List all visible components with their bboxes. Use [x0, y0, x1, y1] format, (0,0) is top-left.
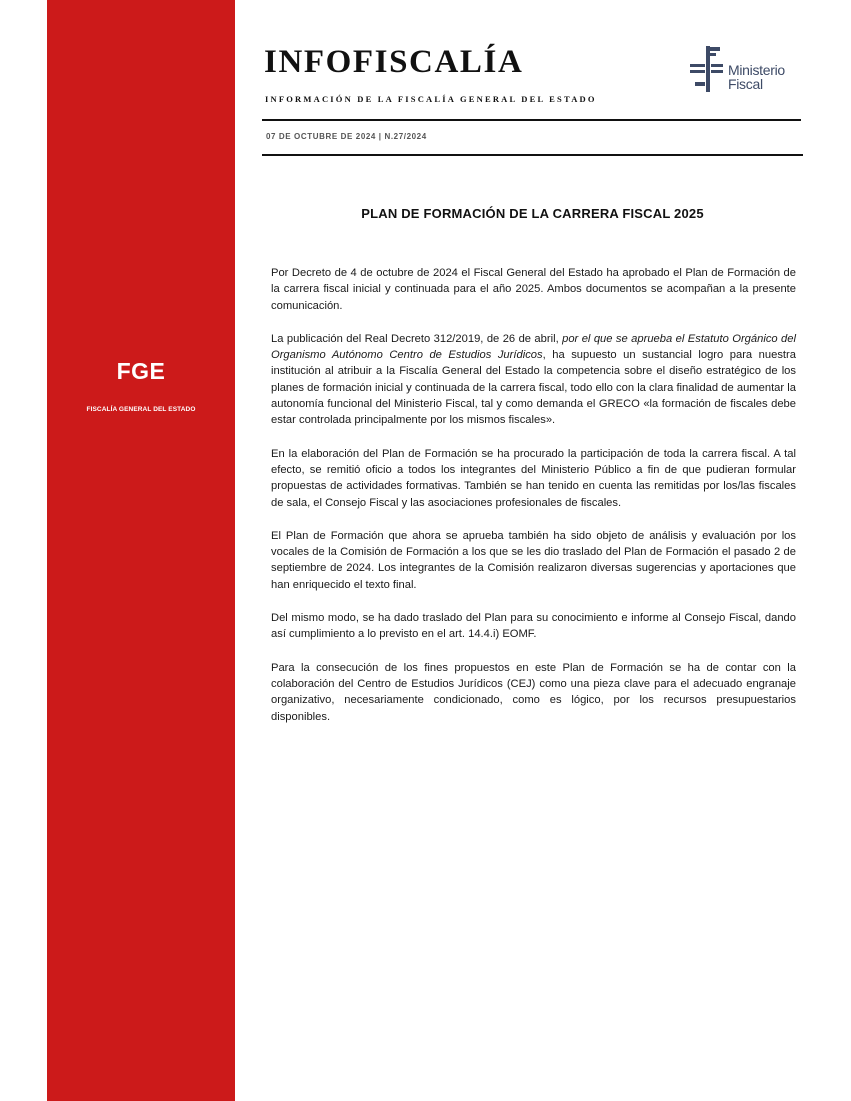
paragraph-4: El Plan de Formación que ahora se aprueba también ha sido objeto de análisis y evaluación por los vocales de la Comisión de Formación a los que se les dio traslado del Plan de Formación el pasado 2 de septiembre de 2024. Los integrantes de la Comisión realizaron diversas sugerencias y aportaciones que han enriquecido el texto final.: [271, 529, 796, 591]
paragraph-1: Por Decreto de 4 de octubre de 2024 el Fiscal General del Estado ha aprobado el Plan de Formación de la carrera fiscal inicial y continuada para el año 2025. Ambos documentos se acompañan a la presente comunicación.: [271, 267, 796, 312]
sidebar-acronym: FGE: [116, 358, 166, 384]
sidebar-org-name: FISCALÍA GENERAL DEL ESTADO: [86, 406, 196, 413]
masthead-title: INFOFISCALÍA: [264, 44, 524, 80]
logo-text-ministerio: Ministerio: [728, 62, 785, 78]
paragraph-3: En la elaboración del Plan de Formación se ha procurado la participación de toda la carrera fiscal. A tal efecto, se remitió oficio a todos los integrantes del Ministerio Público a fin de que pudieran formular propuestas de actividades formativas. También se han tenido en cuenta las remitidas por los/las fiscales de sala, el Consejo Fiscal y las asociaciones profesionales de fiscales.: [271, 447, 796, 509]
ministerio-fiscal-emblem-icon: [690, 46, 724, 92]
issue-date-number: 07 DE OCTUBRE DE 2024 | N.27/2024: [266, 132, 427, 141]
header-divider-top: [262, 119, 801, 121]
paragraph-6: Para la consecución de los fines propuestos en este Plan de Formación se ha de contar con la colaboración del Centro de Estudios Jurídicos (CEJ) como una pieza clave para el adecuado engranaje organizativo, necesariamente condicionado, como es lógico, por los recursos presupuestarios disponibles.: [271, 661, 796, 723]
ministerio-fiscal-logo: [690, 46, 800, 92]
paragraph-2-rest: , ha supuesto un sustancial logro para nuestra institución al atribuir a la Fiscalía General del Estado la competencia sobre el diseño estratégico de los planes de formación inicial y continuada de la carrera fiscal, todo ello con la clara finalidad de aumentar la autonomía funcional del Ministerio Fiscal, tal y como demanda el GRECO «la formación de fiscales debe estar controlada principalmente por los mismos fiscales».: [271, 349, 796, 427]
paragraph-5: Del mismo modo, se ha dado traslado del Plan para su conocimiento e informe al Consejo Fiscal, dando así cumplimiento a lo previsto en el art. 14.4.i) EOMF.: [271, 612, 796, 641]
header-divider-bottom: [262, 154, 803, 156]
logo-text-fiscal: Fiscal: [728, 76, 763, 92]
paragraph-2-lead: La publicación del Real Decreto 312/2019, de 26 de abril,: [271, 332, 563, 345]
document-body: [271, 265, 796, 742]
masthead-subtitle: INFORMACIÓN DE LA FISCALÍA GENERAL DEL ESTADO: [265, 94, 597, 104]
document-title: PLAN DE FORMACIÓN DE LA CARRERA FISCAL 2025: [361, 206, 704, 221]
paragraph-2: [271, 331, 796, 429]
paragraph-2-decree-title: por el que se aprueba el Estatuto Orgánico del Organismo Autónomo Centro de Estudios Jurídicos: [271, 332, 796, 362]
sidebar: [47, 0, 235, 1101]
